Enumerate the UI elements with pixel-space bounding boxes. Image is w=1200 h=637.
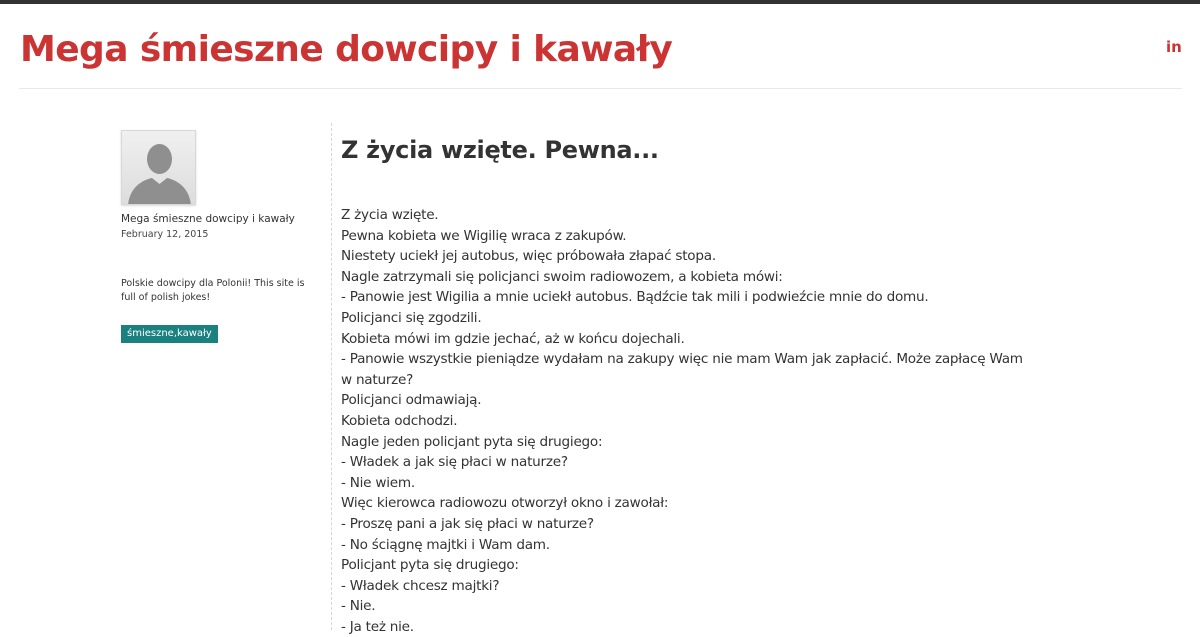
post-title: Z życia wzięte. Pewna... [341, 136, 659, 164]
post-line: - Nie. [341, 598, 376, 615]
post-line: Policjanci odmawiają. [341, 392, 482, 409]
post-line: Pewna kobieta we Wigilię wraca z zakupów. [341, 227, 627, 244]
linkedin-icon[interactable]: in [1166, 38, 1182, 56]
post-line: Nagle jeden policjant pyta się drugiego: [341, 433, 603, 450]
post-date: February 12, 2015 [121, 229, 209, 240]
post-line: Kobieta odchodzi. [341, 412, 458, 429]
post-line: Więc kierowca radiowozu otworzył okno i zawołał: [341, 495, 669, 512]
post-line: Policjant pyta się drugiego: [341, 557, 519, 574]
post-line: w naturze? [341, 371, 414, 388]
top-bar [0, 0, 1200, 4]
post-line: Niestety uciekł jej autobus, więc próbowała złapać stopa. [341, 248, 716, 265]
avatar-silhouette [122, 131, 196, 205]
header-divider [19, 88, 1182, 89]
default-user-avatar-icon[interactable] [121, 130, 196, 205]
author-name[interactable]: Mega śmieszne dowcipy i kawały [121, 213, 295, 225]
post-line: - Władek a jak się płaci w naturze? [341, 454, 568, 471]
post-line: - Władek chcesz majtki? [341, 577, 500, 594]
site-title[interactable]: Mega śmieszne dowcipy i kawały [20, 29, 673, 70]
post-body [341, 205, 1076, 637]
post-line: - No ściągnę majtki i Wam dam. [341, 536, 550, 553]
content-divider [331, 123, 332, 630]
post-line: - Panowie jest Wigilia a mnie uciekł autobus. Bądźcie tak mili i podwieźcie mnie do domu. [341, 289, 929, 306]
tag-badge[interactable]: śmieszne,kawały [121, 325, 218, 343]
post-line: - Proszę pani a jak się płaci w naturze? [341, 515, 594, 532]
post-line: Z życia wzięte. [341, 207, 439, 223]
post-line: - Ja też nie. [341, 618, 414, 635]
post-line: Kobieta mówi im gdzie jechać, aż w końcu dojechali. [341, 330, 685, 347]
post-line: Nagle zatrzymali się policjanci swoim radiowozem, a kobieta mówi: [341, 268, 783, 285]
post-line: Policjanci się zgodzili. [341, 309, 482, 326]
post-line: - Panowie wszystkie pieniądze wydałam na zakupy więc nie mam Wam jak zapłacić. Może zapłacę Wam [341, 351, 1023, 368]
site-description: Polskie dowcipy dla Polonii! This site is full of polish jokes! [121, 278, 305, 303]
post-line: - Nie wiem. [341, 474, 415, 491]
